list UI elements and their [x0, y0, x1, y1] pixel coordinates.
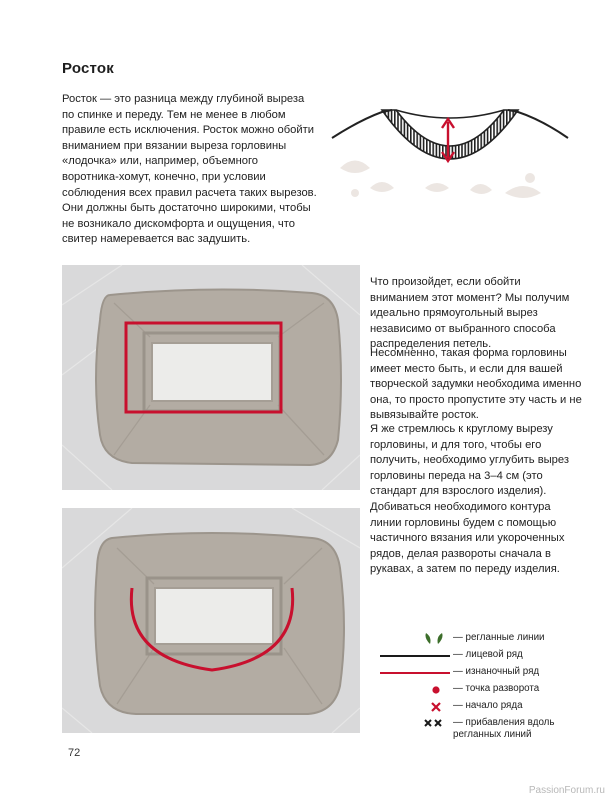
right-paragraph-1: Что произойдет, если обойти вниманием этот момент? Мы получим идеально прямоугольный вырез независимо от выбранного способа распределения петель. — [370, 276, 570, 351]
legend-item — [380, 649, 590, 663]
watermark: PassionForum.ru — [528, 785, 605, 796]
legend-label: — прибавления вдоль регланных линий — [453, 717, 555, 740]
turn-point-icon — [380, 683, 452, 697]
right-paragraph-2: Несомненно, такая форма горловины имеет место быть, и если для вашей творческой задумки необходима именно она, то просто пропустите эту часть и не вывязывайте росток. — [370, 347, 582, 422]
raglan-increase-icon — [380, 717, 452, 731]
intro-paragraph: Росток — это разница между глубиной выреза по спинке и переду. Тем не менее в любом правиле есть исключения. Росток можно обойти вниманием при вязании выреза горловины «лодочка» или, например, объемного воротника-хомут, конечно, при условии соблюдения всех правил расчета таких вырезов. Они должны быть достаточно широкими, чтобы не возникало дискомфорта и ощущения, что свитер намеревается вас задушить. — [62, 93, 317, 246]
legend-label: — точка разворота — [453, 683, 540, 694]
legend-item — [380, 683, 590, 697]
legend-label: — регланные линии — [453, 632, 545, 643]
legend-item — [380, 666, 590, 680]
legend-label: — начало ряда — [453, 700, 523, 711]
right-paragraph-3: Я же стремлюсь к круглому вырезу горловины, и для того, чтобы его получить, необходимо углубить вырез горловины переда на 3–4 см (это стандарт для взрослого изделия). — [370, 423, 570, 498]
legend-item — [380, 717, 590, 743]
photo-rounded-neckline — [62, 508, 360, 733]
purl-row-icon — [380, 666, 452, 680]
right-paragraph-4: Добиваться необходимого контура линии горловины будем с помощью частичного вязания или укороченных рядов, делая развороты сначала в рукавах, а затем по переду изделия. — [370, 501, 565, 576]
sweater-neckline-illustration — [330, 98, 570, 208]
legend-label: — изнаночный ряд — [453, 666, 540, 677]
legend-item — [380, 700, 590, 714]
legend-item — [380, 632, 590, 646]
row-start-icon — [380, 700, 452, 714]
section-title: Росток — [62, 60, 114, 77]
raglan-lines-icon — [380, 632, 452, 646]
knit-row-icon — [380, 649, 452, 663]
legend-label: — лицевой ряд — [453, 649, 523, 660]
photo-rectangular-neckline — [62, 265, 360, 490]
page-number: 72 — [68, 747, 81, 759]
